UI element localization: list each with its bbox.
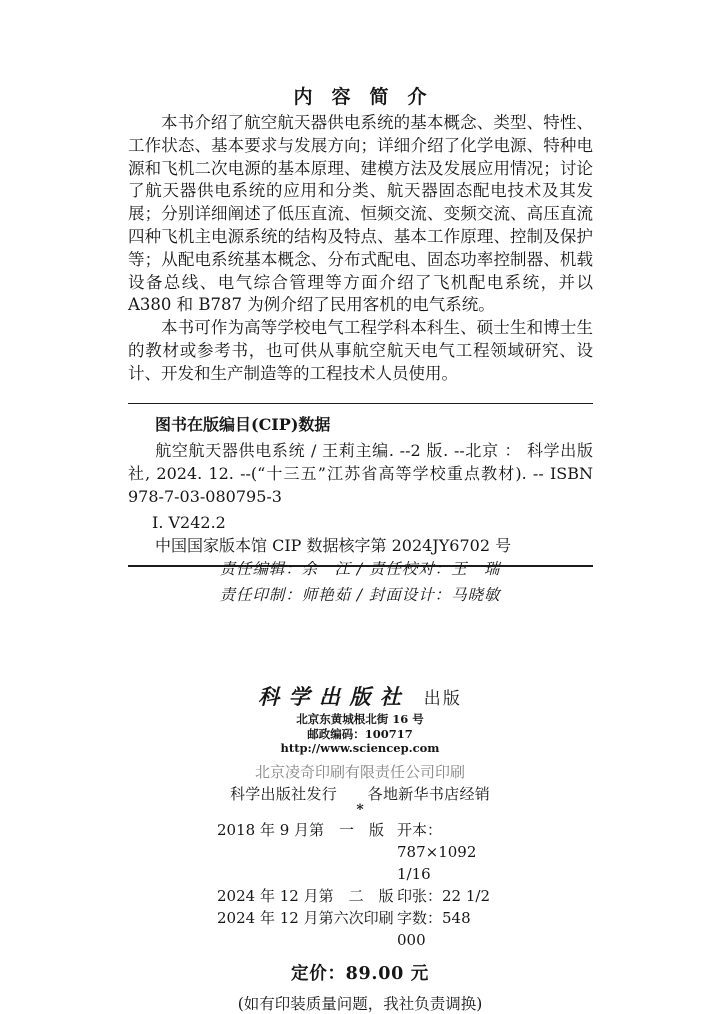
publisher-address: 北京东黄城根北街 16 号	[296, 712, 424, 726]
publisher-website: http://www.sciencep.com	[280, 741, 440, 755]
edition-2-date: 2024 年 12 月第 二 版	[217, 886, 394, 905]
publisher-logo-line	[0, 684, 720, 712]
publisher-logo-suffix: 出版	[423, 689, 462, 709]
publisher-logo: 科学出版社	[258, 684, 411, 709]
edition-row-2	[217, 885, 503, 907]
cip-registry-number: 中国国家版本馆 CIP 数据核字第 2024JY6702 号	[155, 536, 512, 555]
intro-body	[128, 112, 593, 386]
edition-row-3	[217, 907, 503, 951]
credits-line-2: 责任印制：师艳茹 / 封面设计：马晓敏	[219, 586, 501, 604]
intro-paragraph-1: 本书介绍了航空航天器供电系统的基本概念、类型、特性、工作状态、基本要求与发展方向；详细介绍了化学电源、特种电源和飞机二次电源的基本原理、建模方法及发展应用情况；讨论了航天器供电系统的应用和分类、航天器固态配电技术及其发展；分别详细阐述了低压直流、恒频交流、变频交流、高压直流四种飞机主电源系统的结构及特点、基本工作原理、控制及保护等；从配电系统基本概念、分布式配电、固态功率控制器、机载设备总线、电气综合管理等方面介绍了飞机配电系统，并以 A380 和 B787 为例介绍了民用客机的电气系统。	[128, 113, 593, 315]
edition-1-date: 2018 年 9 月第 一 版	[217, 820, 385, 839]
star-separator: *	[356, 801, 364, 818]
edition-row-1	[217, 819, 503, 885]
printer-line: 北京凌奇印刷有限责任公司印刷	[254, 762, 465, 781]
edition-2-sheets: 印张：22 1/2	[397, 886, 490, 905]
edition-3-wordcount: 字数：548 000	[397, 908, 471, 949]
edition-block	[217, 819, 503, 951]
intro-paragraph-2: 本书可作为高等学校电气工程学科本科生、硕士生和博士生的教材或参考书，也可供从事航空航天电气工程领域研究、设计、开发和生产制造等的工程技术人员使用。	[128, 318, 593, 383]
credits-line-1: 责任编辑：余 江 / 责任校对：王 瑞	[219, 560, 501, 578]
price-line: 定价：89.00 元	[291, 963, 429, 984]
distribution-line: 科学出版社发行 各地新华书店经销	[229, 784, 491, 803]
cip-section	[128, 403, 593, 567]
quality-note: (如有印装质量问题，我社负责调换)	[237, 994, 483, 1013]
edition-1-format: 开本：787×1092 1/16	[397, 820, 492, 883]
staff-credits	[0, 556, 720, 608]
edition-3-printing: 2024 年 12 月第六次印刷	[217, 908, 394, 927]
publisher-postcode: 邮政编码：100717	[307, 726, 413, 741]
cip-classification: Ⅰ. V242.2	[152, 513, 226, 532]
cip-record: 航空航天器供电系统 / 王莉主编. --2 版. --北京 ： 科学出版社, 2024. 12. --(“十三五”江苏省高等学校重点教材). -- ISBN 978-7-03-080795-3	[128, 441, 593, 506]
cip-top-rule	[128, 403, 593, 404]
cip-heading: 图书在版编目(CIP)数据	[155, 415, 331, 434]
intro-title: 内 容 简 介	[293, 86, 427, 108]
colophon	[0, 684, 720, 1014]
